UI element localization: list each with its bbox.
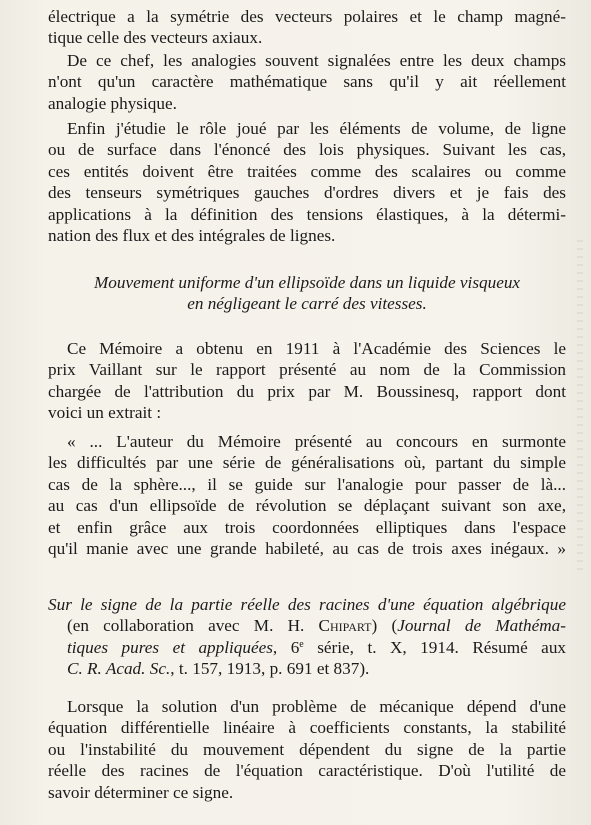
citation-line — [48, 658, 566, 679]
text-line: « ... L'auteur du Mémoire présenté au concours en surmonte — [67, 432, 566, 451]
paragraph-analogies — [48, 50, 566, 114]
text-line: voici un extrait : — [48, 403, 162, 423]
text-line: ou de surface dans l'énoncé des lois physiques. Suivant les cas, — [48, 140, 566, 160]
section-heading-ellipsoid — [48, 272, 566, 315]
text-line: électrique a la symétrie des vecteurs polaires et le champ magné- — [48, 7, 566, 26]
text-line: prix Vaillant sur le rapport présenté au nom de la Commission — [48, 360, 566, 380]
citation-line — [48, 637, 566, 658]
text-line: équation différentielle linéaire à coefficients constants, la stabilité — [48, 718, 566, 738]
text-line: ou l'instabilité du mouvement dépendent du signe de la partie — [48, 739, 566, 759]
text-line: réelle des racines de l'équation caractéristique. D'où l'utilité de — [48, 761, 566, 781]
paragraph-elements — [48, 118, 566, 246]
heading-line: Sur le signe de la partie réelle des racines d'une équation algébrique — [48, 595, 566, 614]
text-line: applications à la définition des tensions élastiques, à la détermi- — [48, 204, 566, 224]
text-line: au cas d'un ellipsoïde de révolution se déplaçant suivant son axe, — [48, 496, 566, 516]
text-line: n'ont qu'un caractère mathématique sans qu'il y ait réellement — [48, 72, 566, 92]
superscript: e — [299, 638, 304, 650]
citation-line — [48, 615, 566, 636]
paragraph-continuation — [48, 6, 566, 49]
citation-text: (en collaboration avec M. H. — [67, 616, 319, 636]
text-line: et enfin grâce aux trois coordonnées elliptiques dans l'espace — [48, 517, 566, 537]
text-line: cas de la sphère..., il se guide sur l'analogie pour passer de là... — [48, 474, 566, 494]
text-line: analogie physique. — [48, 93, 177, 113]
text-line: Enfin j'étudie le rôle joué par les éléments de volume, de ligne — [67, 119, 566, 138]
text-line: les difficultés par une série de généralisations où, partant du simple — [48, 453, 566, 473]
text-line: Ce Mémoire a obtenu en 1911 à l'Académie des Sciences le — [67, 339, 566, 358]
paragraph-memoire — [48, 338, 566, 424]
citation-text: , t. 157, 1913, p. 691 et 837). — [170, 659, 370, 679]
text-line: tique celle des vecteurs axiaux. — [48, 28, 263, 48]
heading-line: Mouvement uniforme d'un ellipsoïde dans un liquide visqueux — [93, 273, 521, 292]
text-line: qu'il manie avec une grande habileté, au cas de trois axes inégaux. » — [48, 539, 566, 559]
text-line: De ce chef, les analogies souvent signalées entre les deux champs — [67, 51, 566, 70]
journal-title: Journal de Mathéma- — [397, 616, 566, 636]
citation-text: ) ( — [371, 616, 398, 636]
paragraph-stabilite — [48, 696, 566, 803]
journal-title: tiques pures et appliquées — [67, 637, 273, 657]
text-line: nation des flux et des intégrales de lignes. — [48, 226, 336, 246]
text-line: savoir déterminer ce signe. — [48, 782, 234, 802]
text-line: des tenseurs symétriques gauches d'ordres divers et je fais des — [48, 183, 566, 203]
citation-text: , 6 — [272, 637, 300, 657]
text-line: chargée de l'attribution du prix par M. Boussinesq, rapport dont — [48, 381, 566, 401]
journal-title: C. R. Acad. Sc. — [67, 659, 171, 679]
show-through-artifact — [577, 240, 583, 570]
heading-line: en négligeant le carré des vitesses. — [187, 294, 427, 314]
text-line: Lorsque la solution d'un problème de mécanique dépend d'une — [67, 697, 566, 716]
section-heading-signe — [48, 594, 566, 680]
citation-text: série, t. X, 1914. Résumé aux — [303, 637, 567, 657]
text-line: ces entités doivent être traitées comme des scalaires ou comme — [48, 161, 566, 181]
quotation — [48, 431, 566, 559]
author-name: Chipart — [318, 616, 372, 636]
